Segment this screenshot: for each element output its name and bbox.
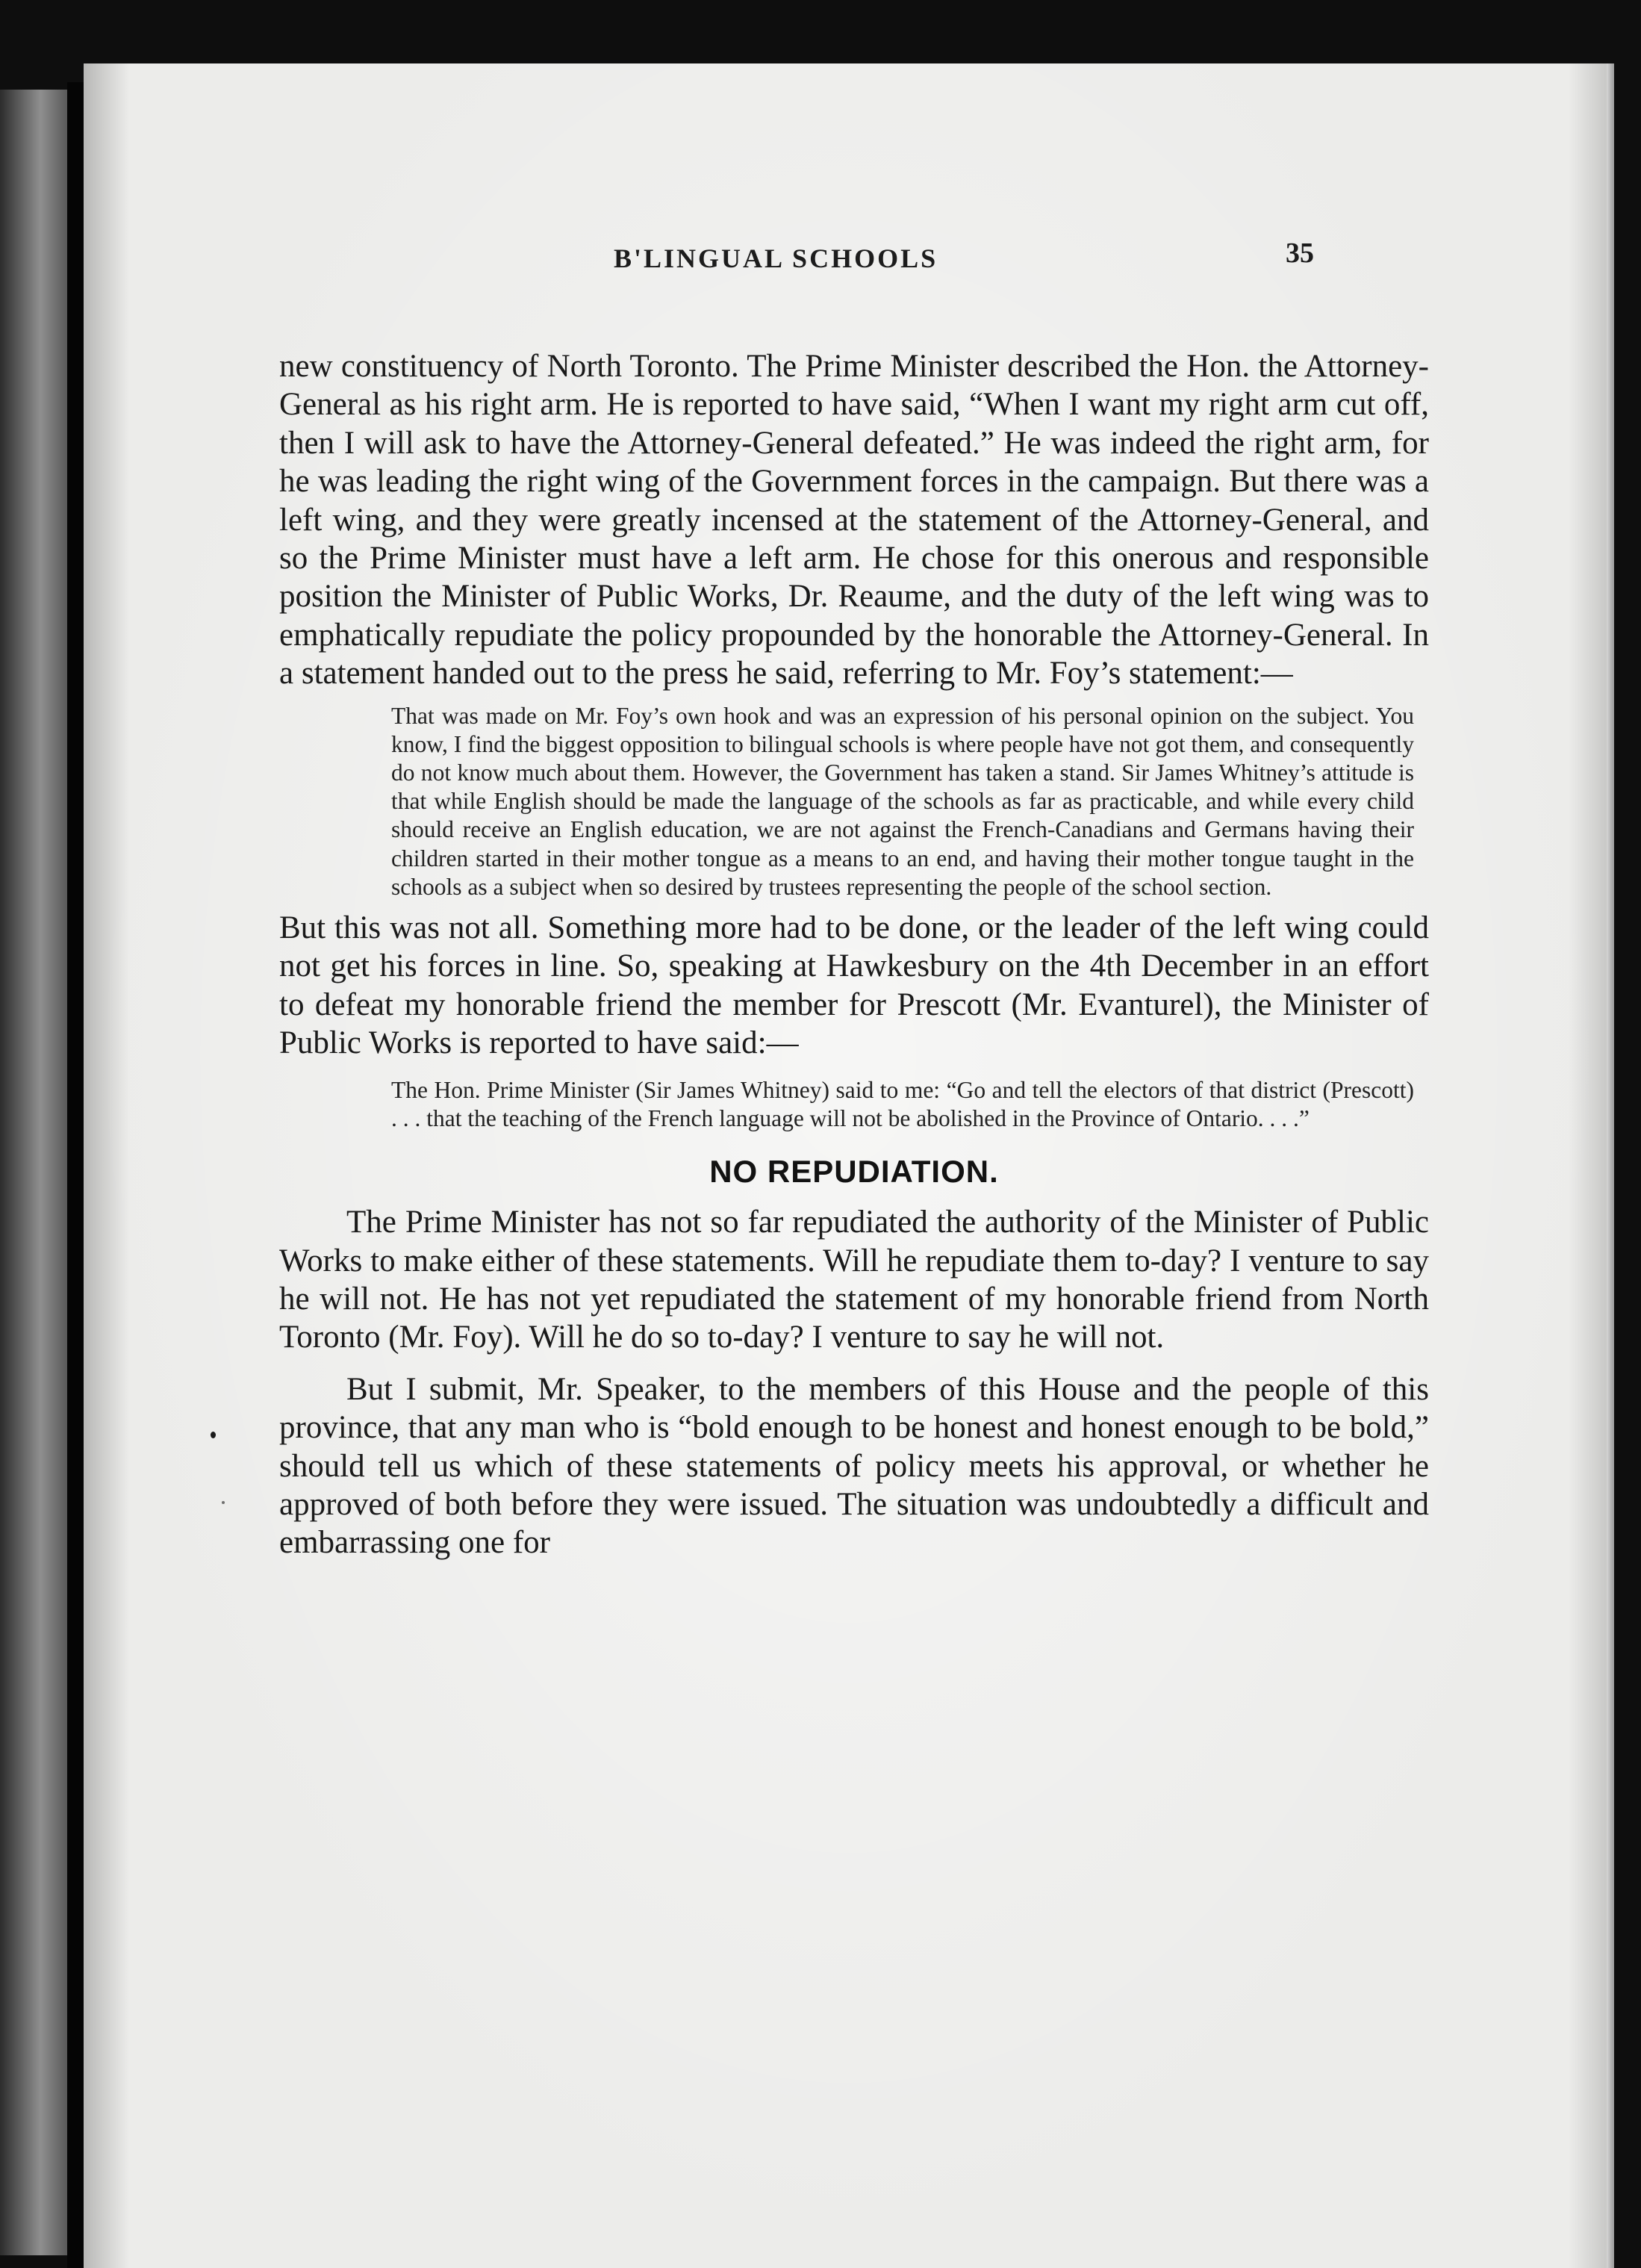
page-right-edge xyxy=(1607,63,1614,2268)
paragraph-3: The Prime Minister has not so far repudiated the authority of the Minister of Public Works to make either of these statements. Will he repudiate them to-day? I venture to say he will not. He has not yet repudiated the statement of my honorable friend from North Toronto (Mr. Foy). Will he do so to-day? I venture to say he will not. xyxy=(279,1205,1429,1355)
page-number: 35 xyxy=(1286,237,1314,269)
block-quote-hawkesbury: The Hon. Prime Minister (Sir James Whitney) said to me: “Go and tell the electors of that district (Prescott) . . . that the teaching of the French language will not be abolished in the Province of Ontario. . . .” xyxy=(391,1076,1414,1131)
ink-speck xyxy=(222,1501,225,1504)
running-title: B'LINGUAL SCHOOLS xyxy=(614,243,938,273)
paragraph-2: But this was not all. Something more had to be done, or the leader of the left wing could not get his forces in line. So, speaking at Hawkesbury on the 4th December in an effort to defeat my honorable friend the member for Prescott (Mr. Evanturel), the Minister of Public Works is reported to have said:— xyxy=(279,910,1429,1061)
section-heading: NO REPUDIATION. xyxy=(709,1154,999,1190)
ink-speck xyxy=(211,1432,216,1438)
block-quote-reaume-statement: That was made on Mr. Foy’s own hook and was an expression of his personal opinion on the subject. You know, I find the biggest opposition to bilingual schools is where people have not got them, and consequently do not know much about them. However, the Government has taken a stand. Sir James Whitney’s attitude is that while English should be made the language of the schools as far as practicable, and while every child should receive an English education, we are not against the French-Canadians and Germans having their children started in their mother tongue as a means to an end, and having their mother tongue taught in the schools as a subject when so desired by trustees representing the people of the school section. xyxy=(391,702,1414,900)
text-body xyxy=(279,347,1429,1562)
paragraph-4: But I submit, Mr. Speaker, to the members of this House and the people of this province, that any man who is “bold enough to be honest and honest enough to be bold,” should tell us which of these statements of policy meets his approval, or whether he approved of both before they were issued. The situation was undoubtedly a difficult and embarrassing one for xyxy=(279,1371,1429,1561)
page xyxy=(84,63,1614,2268)
book-gutter xyxy=(67,82,84,2268)
paragraph-1: new constituency of North Toronto. The Prime Minister described the Hon. the Attorney-General as his right arm. He is reported to have said, “When I want my right arm cut off, then I will ask to have the Attorney-General defeated.” He was indeed the right arm, for he was leading the right wing of the Government forces in the campaign. But there was a left wing, and they were greatly incensed at the statement of the Attorney-General, and so the Prime Minister must have a left arm. He chose for this onerous and responsible position the Minister of Public Works, Dr. Reaume, and the duty of the left wing was to emphatically repudiate the policy propounded by the honorable the Attorney-General. In a statement handed out to the press he said, referring to Mr. Foy’s statement:— xyxy=(279,349,1429,692)
left-page-edge xyxy=(0,90,67,2255)
running-head xyxy=(84,237,1614,282)
